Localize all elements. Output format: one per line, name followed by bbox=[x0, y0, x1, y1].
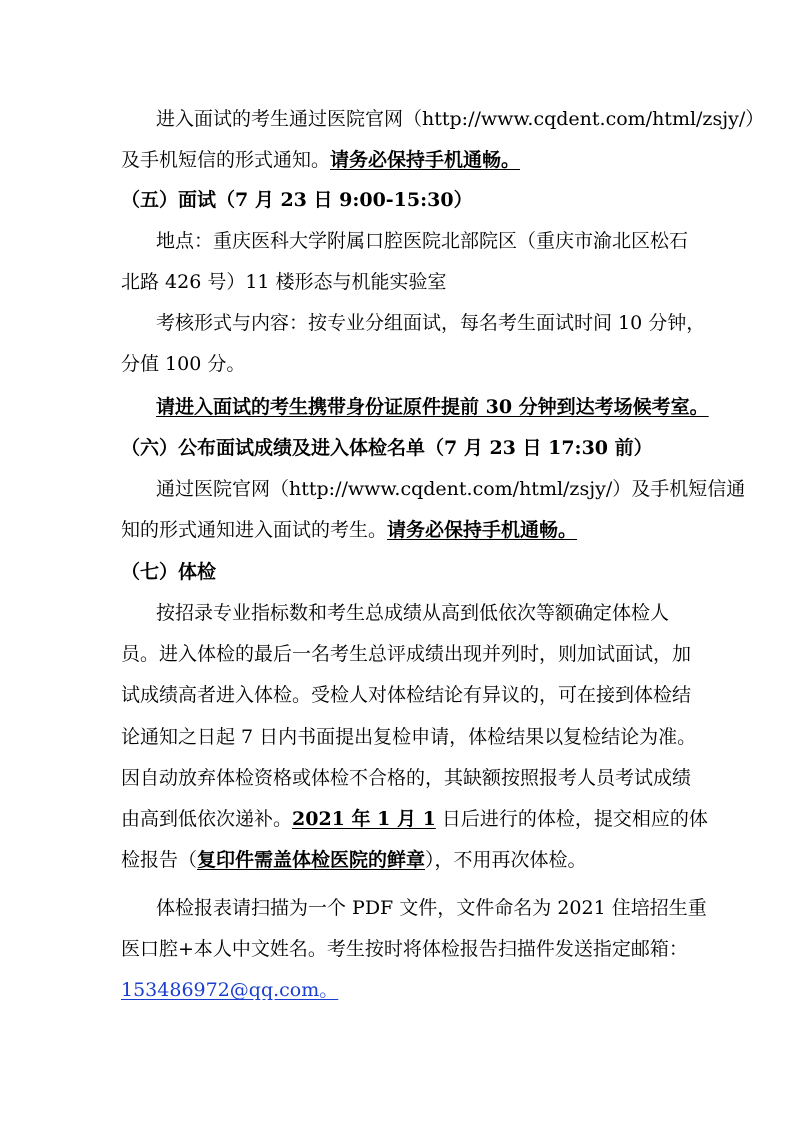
location-line-1: 地点：重庆医科大学附属口腔医院北部院区（重庆市渝北区松石 bbox=[156, 230, 689, 252]
results-line-1: 通过医院官网（http://www.cqdent.com/html/zsjy/）及手机短信通 bbox=[156, 478, 746, 500]
interview-notice-line-2 bbox=[121, 148, 520, 172]
medical-para-line-1: 按招录专业指标数和考生总成绩从高到低依次等额确定体检人 bbox=[156, 602, 670, 624]
interview-notice-line-1: 进入面试的考生通过医院官网（http://www.cqdent.com/html/zsjy/） bbox=[156, 108, 765, 130]
date-emphasis: 2021 年 1 月 1 bbox=[292, 808, 436, 830]
medical-text-cont: 日后进行的体检，提交相应的体 bbox=[435, 808, 708, 830]
medical-para-line-3: 试成绩高者进入体检。受检人对体检结论有异议的，可在接到体检结 bbox=[121, 684, 692, 706]
medical-text: 由高到低依次递补。 bbox=[121, 808, 293, 830]
results-line-2 bbox=[121, 518, 577, 542]
medical-para-line-4: 论通知之日起 7 日内书面提出复检申请，体检结果以复检结论为准。 bbox=[121, 726, 697, 748]
report-text-cont: ），不用再次体检。 bbox=[425, 849, 587, 871]
pdf-para-line-2: 医口腔+本人中文姓名。考生按时将体检报告扫描件发送指定邮箱： bbox=[121, 938, 688, 960]
section-7-heading: （七）体检 bbox=[121, 561, 217, 583]
keep-phone-reminder: 请务必保持手机通畅。 bbox=[330, 149, 521, 171]
medical-para-line-2: 员。进入体检的最后一名考生总评成绩出现并列时，则加试面试，加 bbox=[121, 643, 692, 665]
format-line-2: 分值 100 分。 bbox=[121, 353, 246, 375]
results-text: 知的形式通知进入面试的考生。 bbox=[121, 519, 388, 541]
location-line-2: 北路 426 号）11 楼形态与机能实验室 bbox=[121, 271, 447, 293]
email-line bbox=[121, 978, 338, 1002]
medical-para-line-7 bbox=[121, 848, 587, 872]
section-6-heading: （六）公布面试成绩及进入体检名单（7 月 23 日 17:30 前） bbox=[121, 437, 653, 459]
format-line-1: 考核形式与内容：按专业分组面试，每名考生面试时间 10 分钟， bbox=[156, 312, 706, 334]
interview-reminder: 请进入面试的考生携带身份证原件提前 30 分钟到达考场候考室。 bbox=[156, 396, 709, 418]
medical-para-line-6 bbox=[121, 807, 708, 831]
pdf-para-line-1: 体检报表请扫描为一个 PDF 文件，文件命名为 2021 住培招生重 bbox=[156, 897, 707, 919]
report-text: 检报告（ bbox=[121, 849, 198, 871]
section-5-heading: （五）面试（7 月 23 日 9:00-15:30） bbox=[121, 189, 473, 211]
interview-notice-text: 及手机短信的形式通知。 bbox=[121, 149, 331, 171]
email-link[interactable]: 153486972@qq.com。 bbox=[121, 979, 339, 1001]
keep-phone-reminder-2: 请务必保持手机通畅。 bbox=[387, 519, 578, 541]
medical-para-line-5: 因自动放弃体检资格或体检不合格的，其缺额按照报考人员考试成绩 bbox=[121, 767, 692, 789]
seal-requirement: 复印件需盖体检医院的鲜章 bbox=[197, 849, 426, 871]
